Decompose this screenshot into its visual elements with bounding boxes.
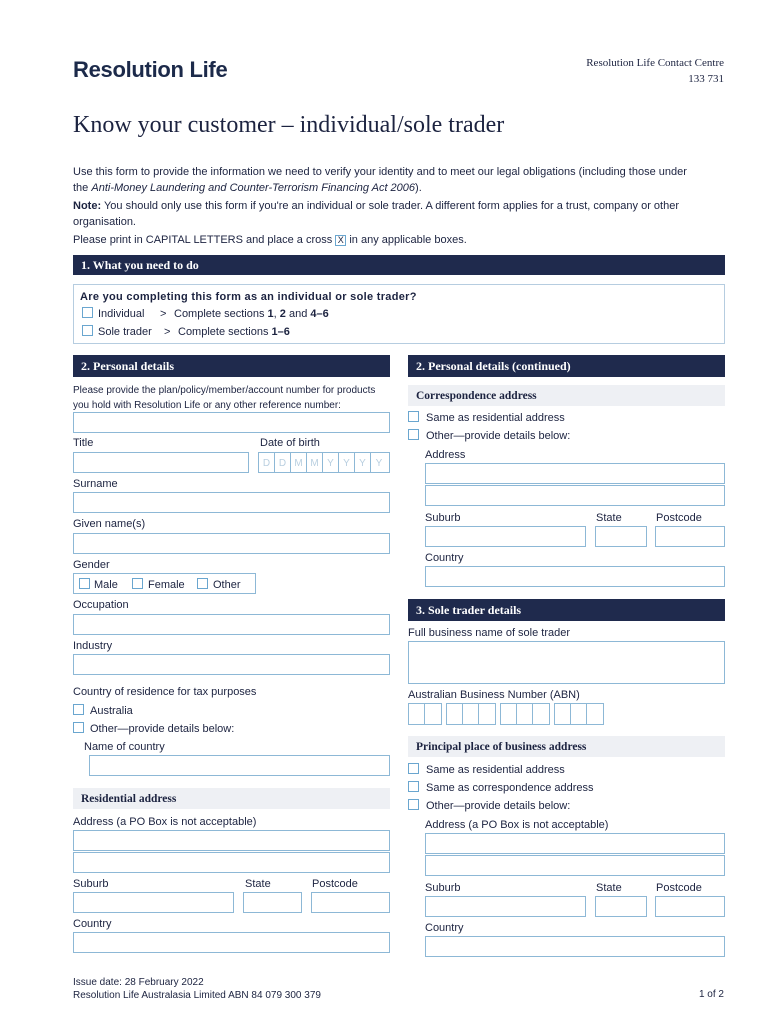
tax-other-label: Other—provide details below: [90, 723, 235, 735]
correspondence-address-heading: Correspondence address [408, 385, 725, 406]
dob-input[interactable] [258, 452, 390, 473]
sole-trader-arrow: > [164, 326, 171, 338]
ppb-address-line-1[interactable] [425, 833, 725, 854]
corr-postcode-input[interactable] [655, 526, 725, 547]
dob-digit: Y [323, 453, 339, 473]
ppb-postcode-label: Postcode [656, 882, 702, 894]
ppb-state-label: State [596, 882, 622, 894]
abn-group-1[interactable] [408, 703, 442, 725]
plan-number-instructions-2: you hold with Resolution Life or any other reference number: [73, 400, 341, 411]
dob-digit: D [275, 453, 291, 473]
corr-suburb-input[interactable] [425, 526, 586, 547]
business-name-input[interactable] [408, 641, 725, 684]
corr-address-label: Address [425, 449, 466, 461]
business-name-label: Full business name of sole trader [408, 627, 571, 639]
corr-postcode-label: Postcode [656, 512, 702, 524]
individual-label: Individual [98, 308, 145, 320]
plan-number-instructions [73, 383, 375, 413]
tax-country-input[interactable] [89, 755, 390, 776]
individual-instructions-c: , [273, 308, 280, 320]
example-cross-box: X [335, 235, 346, 246]
abn-input[interactable] [408, 703, 608, 725]
company-abn: Resolution Life Australasia Limited ABN 84 079 300 379 [73, 990, 321, 1001]
ppb-address-line-2[interactable] [425, 855, 725, 876]
tax-residence-label: Country of residence for tax purposes [73, 686, 257, 698]
plan-number-input[interactable] [73, 412, 390, 433]
individual-instructions-f: 4–6 [310, 308, 329, 320]
corr-country-label: Country [425, 552, 464, 564]
industry-label: Industry [73, 640, 113, 652]
gender-other-checkbox[interactable] [197, 578, 208, 589]
tax-australia-label: Australia [90, 705, 133, 717]
residential-postcode-input[interactable] [311, 892, 390, 913]
residential-postcode-label: Postcode [312, 878, 358, 890]
contact-centre-phone: 133 731 [688, 73, 724, 85]
residential-country-label: Country [73, 918, 112, 930]
dob-digit: Y [339, 453, 355, 473]
resolution-life-logo: Resolution Life [73, 57, 228, 82]
residential-state-label: State [245, 878, 271, 890]
intro-act-name: Anti-Money Laundering and Counter-Terrorism Financing Act 2006 [91, 182, 416, 194]
individual-instructions-d: 2 [279, 308, 286, 320]
abn-label: Australian Business Number (ABN) [408, 689, 580, 701]
given-names-label: Given name(s) [73, 518, 146, 530]
page-title: Know your customer – individual/sole trader [73, 112, 505, 138]
plan-number-instructions-1: Please provide the plan/policy/member/account number for products [73, 385, 376, 396]
title-label: Title [73, 437, 94, 449]
occupation-input[interactable] [73, 614, 390, 635]
tax-australia-checkbox[interactable] [73, 704, 84, 715]
ppb-suburb-input[interactable] [425, 896, 586, 917]
corr-state-input[interactable] [595, 526, 647, 547]
corr-other-label: Other—provide details below: [426, 430, 571, 442]
intro-note [73, 198, 703, 230]
note-text: You should only use this form if you're an individual or sole trader. A different form applies for a trust, company or other organisation. [73, 200, 679, 228]
ppb-same-residential-label: Same as residential address [426, 764, 565, 776]
page-number: 1 of 2 [698, 989, 724, 1000]
section-1-question: Are you completing this form as an individual or sole trader? [80, 291, 417, 303]
section-2-continued-heading: 2. Personal details (continued) [408, 355, 725, 377]
corr-address-line-1[interactable] [425, 463, 725, 484]
abn-group-2[interactable] [446, 703, 496, 725]
individual-instructions-a: Complete sections [174, 308, 268, 320]
corr-suburb-label: Suburb [425, 512, 461, 524]
residential-address-heading: Residential address [73, 788, 390, 809]
corr-country-input[interactable] [425, 566, 725, 587]
gender-male-label: Male [94, 579, 118, 591]
sole-trader-label: Sole trader [98, 326, 152, 338]
intro-print-instructions [73, 232, 703, 248]
surname-label: Surname [73, 478, 118, 490]
corr-same-residential-label: Same as residential address [426, 412, 565, 424]
dob-digit: Y [355, 453, 371, 473]
abn-group-3[interactable] [500, 703, 550, 725]
residential-state-input[interactable] [243, 892, 302, 913]
section-2-heading: 2. Personal details [73, 355, 390, 377]
ppb-other-label: Other—provide details below: [426, 800, 571, 812]
intro-paragraph [73, 164, 703, 196]
corr-address-line-2[interactable] [425, 485, 725, 506]
issue-date: Issue date: 28 February 2022 [73, 977, 204, 988]
print-text-b: in any applicable boxes. [346, 234, 467, 246]
ppb-same-correspondence-label: Same as correspondence address [426, 782, 594, 794]
gender-male-checkbox[interactable] [79, 578, 90, 589]
section-1-panel [73, 284, 725, 344]
footer [73, 976, 321, 1002]
corr-same-residential-checkbox[interactable] [408, 411, 419, 422]
sole-trader-checkbox[interactable] [82, 325, 93, 336]
gender-female-label: Female [148, 579, 185, 591]
dob-digit: M [307, 453, 323, 473]
surname-input[interactable] [73, 492, 390, 513]
gender-label: Gender [73, 559, 110, 571]
section-1-heading: 1. What you need to do [73, 255, 725, 275]
abn-group-4[interactable] [554, 703, 604, 725]
note-label: Note: [73, 200, 102, 212]
gender-female-checkbox[interactable] [132, 578, 143, 589]
ppb-address-label: Address (a PO Box is not acceptable) [425, 819, 609, 831]
ppb-postcode-input[interactable] [655, 896, 725, 917]
industry-input[interactable] [73, 654, 390, 675]
given-names-input[interactable] [73, 533, 390, 554]
gender-group [73, 573, 256, 594]
country-name-label: Name of country [84, 741, 165, 753]
residential-suburb-label: Suburb [73, 878, 109, 890]
section-3-heading: 3. Sole trader details [408, 599, 725, 621]
dob-label: Date of birth [260, 437, 320, 449]
residential-country-input[interactable] [73, 932, 390, 953]
tax-other-checkbox[interactable] [73, 722, 84, 733]
ppb-same-residential-checkbox[interactable] [408, 763, 419, 774]
ppb-suburb-label: Suburb [425, 882, 461, 894]
contact-centre-label: Resolution Life Contact Centre [586, 57, 724, 69]
residential-address-line-2[interactable] [73, 852, 390, 873]
dob-digit: D [259, 453, 275, 473]
individual-instructions-b: 1 [267, 308, 274, 320]
sole-trader-instructions-a: Complete sections [178, 326, 272, 338]
residential-address-line-1[interactable] [73, 830, 390, 851]
residential-suburb-input[interactable] [73, 892, 234, 913]
dob-digit: Y [375, 457, 383, 469]
intro-text-b: ). [415, 182, 422, 194]
residential-address-label: Address (a PO Box is not acceptable) [73, 816, 257, 828]
ppb-country-input[interactable] [425, 936, 725, 957]
ppb-other-checkbox[interactable] [408, 799, 419, 810]
sole-trader-instructions-b: 1–6 [271, 326, 290, 338]
individual-instructions-e: and [285, 308, 311, 320]
intro-text-a: Use this form to provide the information we need to verify your identity and to meet our legal obligations (including those under the [73, 166, 687, 194]
gender-other-label: Other [213, 579, 241, 591]
occupation-label: Occupation [73, 599, 129, 611]
principal-place-heading: Principal place of business address [408, 736, 725, 757]
ppb-state-input[interactable] [595, 896, 647, 917]
dob-digit: M [291, 453, 307, 473]
sole-trader-instructions [178, 326, 290, 338]
contact-centre [586, 55, 724, 87]
individual-arrow: > [160, 308, 167, 320]
print-text-a: Please print in CAPITAL LETTERS and place a cross [73, 234, 336, 246]
corr-state-label: State [596, 512, 622, 524]
individual-checkbox[interactable] [82, 307, 93, 318]
title-input[interactable] [73, 452, 249, 473]
ppb-same-correspondence-checkbox[interactable] [408, 781, 419, 792]
corr-other-checkbox[interactable] [408, 429, 419, 440]
ppb-country-label: Country [425, 922, 464, 934]
individual-instructions [174, 308, 329, 320]
